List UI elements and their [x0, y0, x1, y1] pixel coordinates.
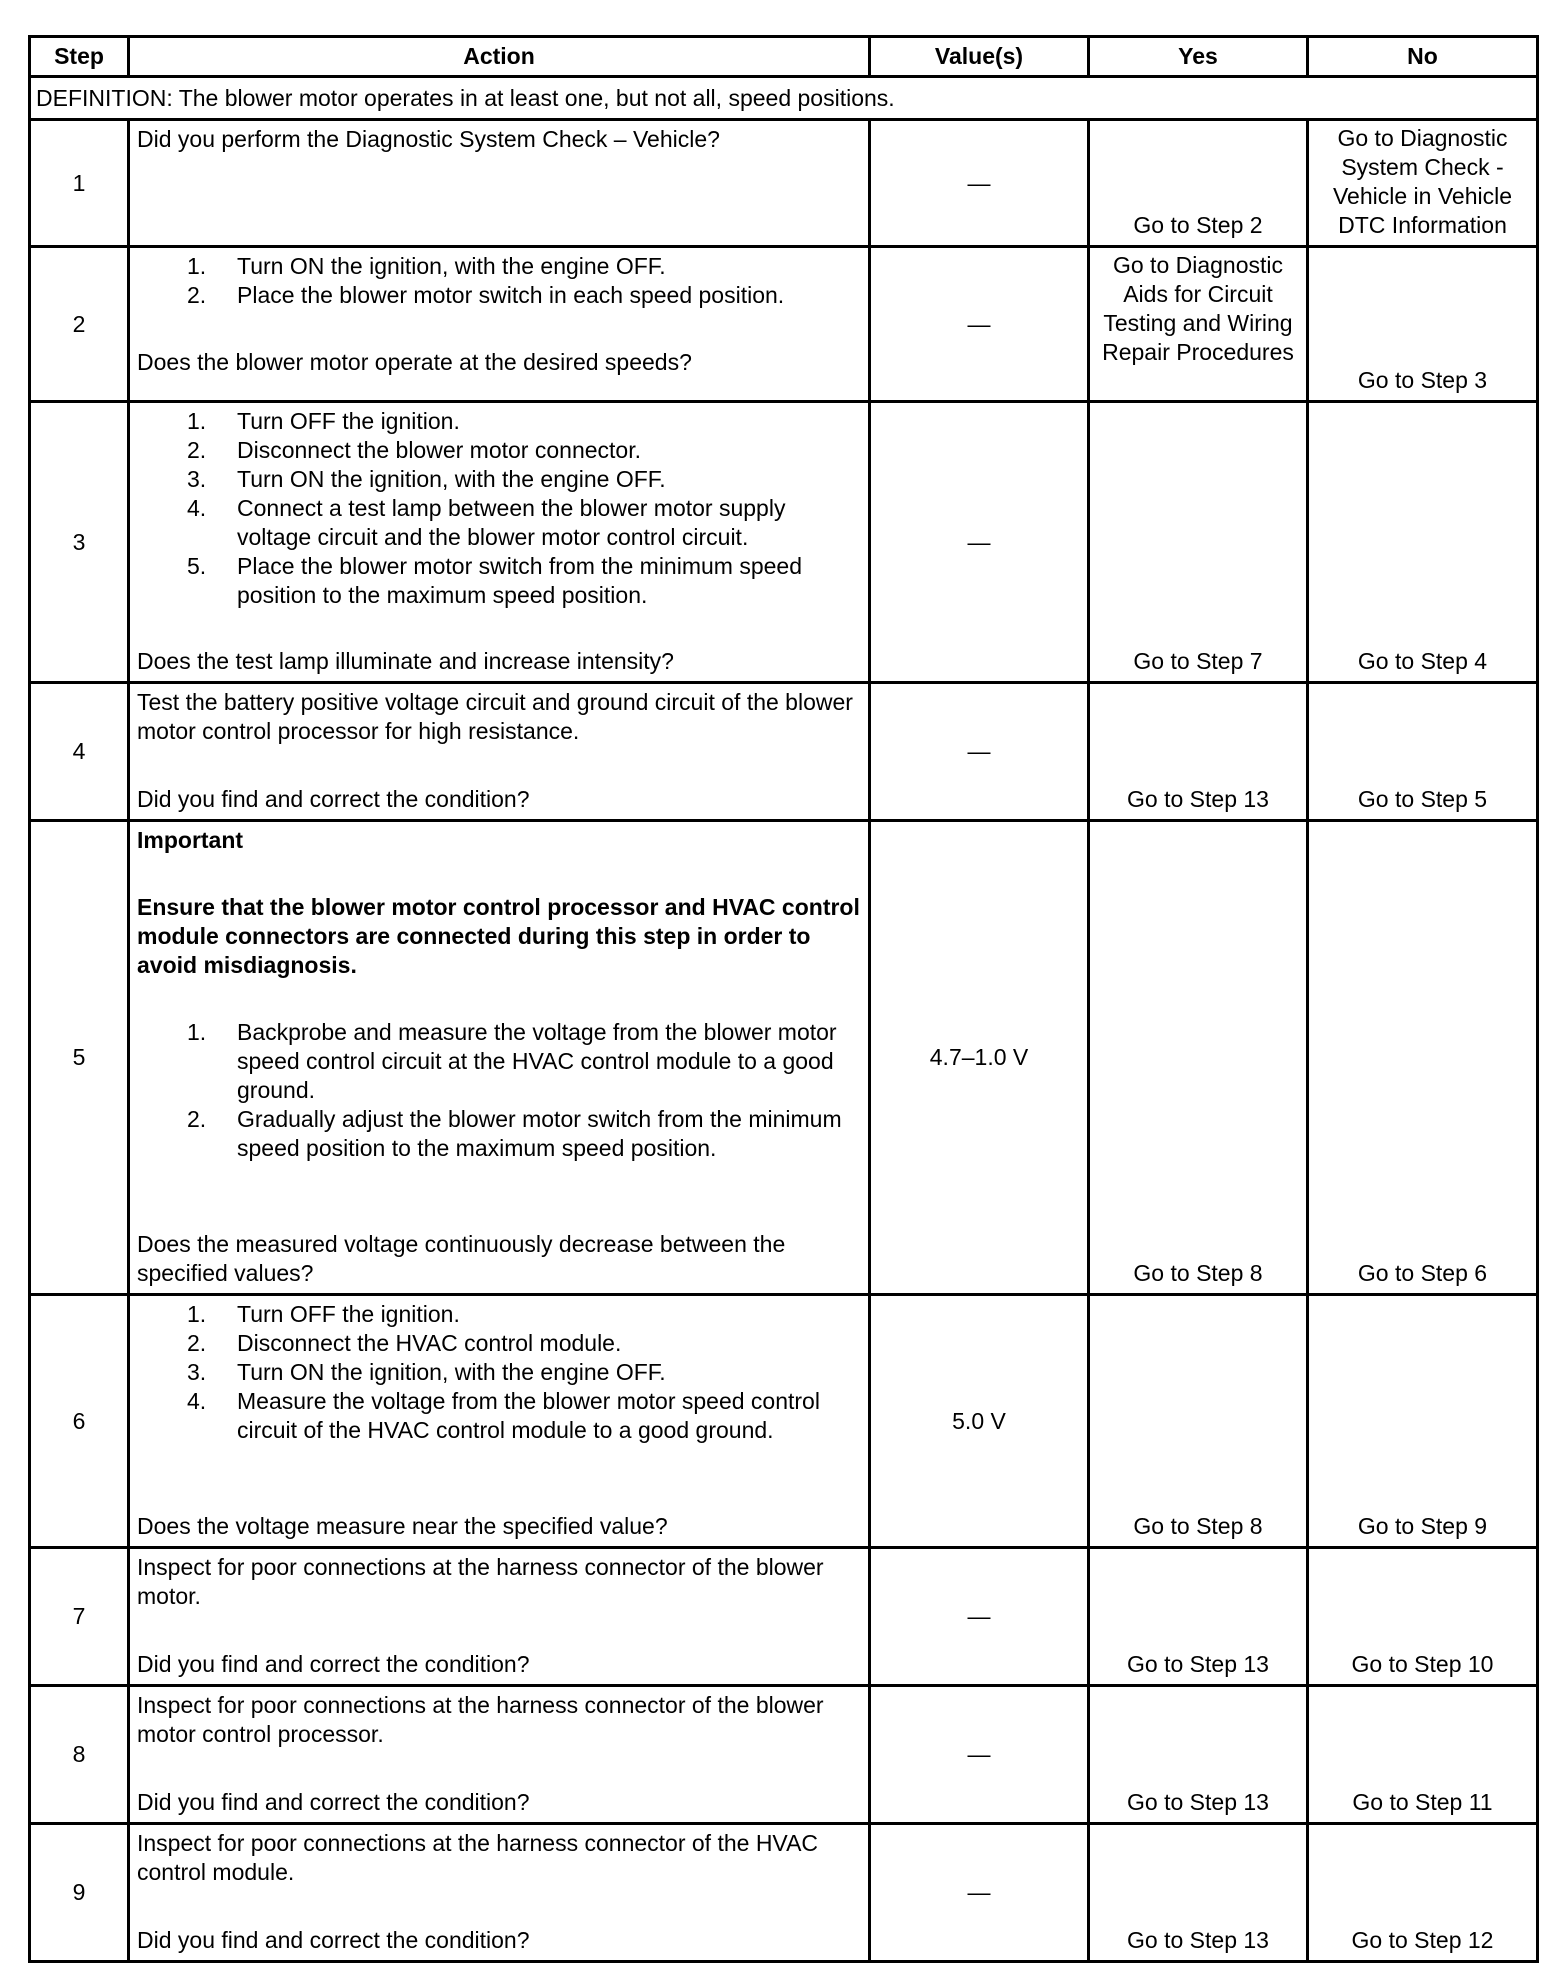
- header-no: No: [1308, 37, 1538, 77]
- value-cell: —: [870, 402, 1089, 683]
- yes-text: Go to Step 13: [1127, 1789, 1269, 1815]
- action-question: Does the test lamp illuminate and increase intensity?: [137, 648, 674, 674]
- header-values: Value(s): [870, 37, 1089, 77]
- action-cell: [129, 1548, 870, 1686]
- value-cell: —: [870, 1686, 1089, 1824]
- table-row: [30, 1686, 1538, 1824]
- value-cell: 4.7–1.0 V: [870, 821, 1089, 1295]
- header-step: Step: [30, 37, 129, 77]
- definition-row: [30, 77, 1538, 120]
- step-number: 8: [30, 1686, 129, 1824]
- yes-cell: [1089, 683, 1308, 821]
- no-text: Go to Step 3: [1357, 367, 1488, 393]
- action-text: Inspect for poor connections at the harness connector of the HVAC control module.: [137, 1830, 819, 1885]
- no-cell: [1308, 247, 1538, 402]
- action-step: 1. Turn OFF the ignition.: [187, 1301, 460, 1327]
- action-question: Did you find and correct the condition?: [137, 786, 530, 812]
- action-cell: [129, 683, 870, 821]
- no-cell: [1308, 1824, 1538, 1962]
- action-step: 2. Gradually adjust the blower motor switch from the minimum speed position to the maximum speed position.: [187, 1106, 842, 1161]
- yes-text: Go to Step 13: [1127, 786, 1269, 812]
- action-steps: [137, 407, 860, 610]
- step-number: 3: [30, 402, 129, 683]
- action-steps: [137, 1300, 860, 1445]
- no-text: Go to Step 11: [1352, 1789, 1493, 1815]
- action-cell: [129, 1686, 870, 1824]
- yes-cell: [1089, 247, 1308, 402]
- header-row: [30, 37, 1538, 77]
- no-text: Go to Step 6: [1357, 1260, 1488, 1286]
- no-cell: [1308, 120, 1538, 247]
- no-text: Go to Step 5: [1357, 786, 1488, 812]
- action-question: Did you find and correct the condition?: [137, 1651, 530, 1677]
- action-cell: [129, 402, 870, 683]
- action-cell: [129, 821, 870, 1295]
- no-text: Go to Step 9: [1357, 1513, 1488, 1539]
- step-number: 4: [30, 683, 129, 821]
- table-row: [30, 1548, 1538, 1686]
- yes-text: Go to Step 2: [1133, 212, 1263, 238]
- yes-text: Go to Step 13: [1127, 1927, 1269, 1953]
- step-number: 7: [30, 1548, 129, 1686]
- definition-text: DEFINITION: The blower motor operates in at least one, but not all, speed positions.: [30, 77, 1538, 120]
- no-cell: [1308, 402, 1538, 683]
- no-cell: [1308, 1548, 1538, 1686]
- action-cell: [129, 1824, 870, 1962]
- action-text: Inspect for poor connections at the harness connector of the blower motor control processor.: [137, 1692, 824, 1747]
- action-step: 2. Disconnect the blower motor connector.: [187, 437, 641, 463]
- action-question: Did you find and correct the condition?: [137, 1927, 530, 1953]
- action-step: 3. Turn ON the ignition, with the engine OFF.: [187, 466, 666, 492]
- yes-cell: [1089, 821, 1308, 1295]
- step-number: 9: [30, 1824, 129, 1962]
- yes-cell: [1089, 1686, 1308, 1824]
- table-row: [30, 683, 1538, 821]
- yes-cell: [1089, 120, 1308, 247]
- action-steps: [137, 252, 860, 310]
- yes-text: Go to Step 13: [1127, 1651, 1269, 1677]
- action-step: 1. Backprobe and measure the voltage from the blower motor speed control circuit at the HVAC control module to a good ground.: [187, 1019, 837, 1103]
- action-step: 2. Place the blower motor switch in each speed position.: [187, 282, 785, 308]
- value-cell: —: [870, 247, 1089, 402]
- yes-cell: [1089, 1295, 1308, 1548]
- step-number: 5: [30, 821, 129, 1295]
- step-number: 6: [30, 1295, 129, 1548]
- no-cell: [1308, 1295, 1538, 1548]
- no-text: Go to Step 12: [1351, 1927, 1494, 1953]
- no-cell: [1308, 821, 1538, 1295]
- action-text: Test the battery positive voltage circuit and ground circuit of the blower motor control processor for high resistance.: [137, 689, 853, 744]
- action-question: Does the voltage measure near the specified value?: [137, 1513, 668, 1539]
- diagnostic-table: [28, 35, 1539, 1963]
- action-step: 5. Place the blower motor switch from the minimum speed position to the maximum speed position.: [187, 553, 802, 608]
- value-cell: —: [870, 683, 1089, 821]
- yes-text: Go to Diagnostic Aids for Circuit Testing and Wiring Repair Procedures: [1102, 252, 1294, 365]
- no-text: Go to Step 4: [1357, 648, 1488, 674]
- yes-text: Go to Step 8: [1133, 1260, 1263, 1286]
- yes-text: Go to Step 7: [1133, 648, 1263, 674]
- action-text: Inspect for poor connections at the harness connector of the blower motor.: [137, 1554, 824, 1609]
- header-yes: Yes: [1089, 37, 1308, 77]
- action-step: 2. Disconnect the HVAC control module.: [187, 1330, 622, 1356]
- action-steps: [137, 1018, 860, 1163]
- value-cell: —: [870, 120, 1089, 247]
- yes-text: Go to Step 8: [1133, 1513, 1263, 1539]
- no-text: Go to Step 10: [1351, 1651, 1494, 1677]
- table-row: [30, 120, 1538, 247]
- action-question: Does the measured voltage continuously decrease between the specified values?: [137, 1231, 786, 1286]
- value-cell: —: [870, 1548, 1089, 1686]
- header-action: Action: [129, 37, 870, 77]
- value-cell: 5.0 V: [870, 1295, 1089, 1548]
- action-cell: [129, 1295, 870, 1548]
- action-question: Does the blower motor operate at the desired speeds?: [137, 349, 692, 375]
- table-row: [30, 402, 1538, 683]
- action-step: 4. Connect a test lamp between the blower motor supply voltage circuit and the blower motor control circuit.: [187, 495, 786, 550]
- action-step: 3. Turn ON the ignition, with the engine OFF.: [187, 1359, 666, 1385]
- action-step: 4. Measure the voltage from the blower motor speed control circuit of the HVAC control module to a good ground.: [187, 1388, 820, 1443]
- step-number: 1: [30, 120, 129, 247]
- action-text: Did you perform the Diagnostic System Check – Vehicle?: [137, 126, 720, 152]
- yes-cell: [1089, 1824, 1308, 1962]
- yes-cell: [1089, 1548, 1308, 1686]
- yes-cell: [1089, 402, 1308, 683]
- no-text: Go to Diagnostic System Check - Vehicle in Vehicle DTC Information: [1332, 125, 1512, 238]
- table-row: [30, 1824, 1538, 1962]
- no-cell: [1308, 683, 1538, 821]
- action-question: Did you find and correct the condition?: [137, 1789, 530, 1815]
- action-cell: [129, 120, 870, 247]
- action-step: 1. Turn OFF the ignition.: [187, 408, 460, 434]
- no-cell: [1308, 1686, 1538, 1824]
- action-cell: [129, 247, 870, 402]
- table-row: [30, 247, 1538, 402]
- value-cell: —: [870, 1824, 1089, 1962]
- action-step: 1. Turn ON the ignition, with the engine OFF.: [187, 253, 666, 279]
- table-row: [30, 1295, 1538, 1548]
- step-number: 2: [30, 247, 129, 402]
- table-row: [30, 821, 1538, 1295]
- important-text: Ensure that the blower motor control processor and HVAC control module connectors are connected during this step in order to avoid misdiagnosis.: [137, 894, 860, 978]
- important-title: Important: [137, 827, 244, 853]
- diagnostic-table-sheet: [28, 35, 1536, 1963]
